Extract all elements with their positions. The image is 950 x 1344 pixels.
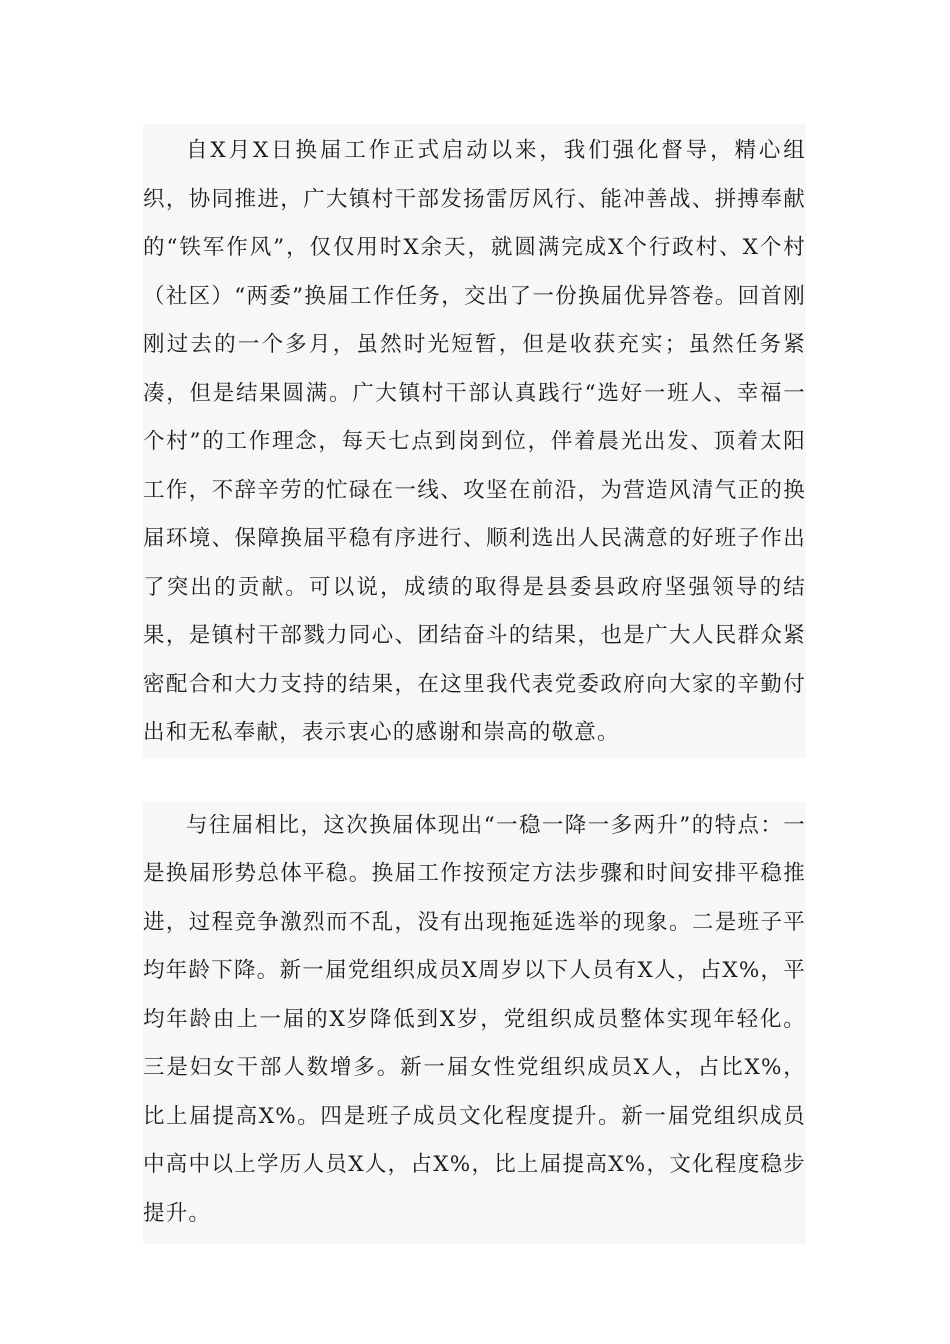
paragraph-spacer [0,758,950,802]
document-body [143,124,806,1244]
paragraph-2: 与往届相比，这次换届体现出“一稳一降一多两升”的特点：一是换届形势总体平稳。换届工作按预定方法步骤和时间安排平稳推进，过程竞争激烈而不乱，没有出现拖延选举的现象。二是班子平均年龄下降。新一届党组织成员X周岁以下人员有X人，占X%，平均年龄由上一届的X岁降低到X岁，党组织成员整体实现年轻化。三是妇女干部人数增多。新一届女性党组织成员X人，占比X%，比上届提高X%。四是班子成员文化程度提升。新一届党组织成员中高中以上学历人员X人，占X%，比上届提高X%，文化程度稳步提升。 [143,812,806,1226]
paragraph-1: 自X月X日换届工作正式启动以来，我们强化督导，精心组织，协同推进，广大镇村干部发扬雷厉风行、能冲善战、拼搏奉献的“铁军作风”，仅仅用时X余天，就圆满完成X个行政村、X个村（社区）“两委”换届工作任务，交出了一份换届优异答卷。回首刚刚过去的一个多月，虽然时光短暂，但是收获充实；虽然任务紧凑，但是结果圆满。广大镇村干部认真践行“选好一班人、幸福一个村”的工作理念，每天七点到岗到位，伴着晨光出发、顶着太阳工作，不辞辛劳的忙碌在一线、攻坚在前沿，为营造风清气正的换届环境、保障换届平稳有序进行、顺利选出人民满意的好班子作出了突出的贡献。可以说，成绩的取得是县委县政府坚强领导的结果，是镇村干部戮力同心、团结奋斗的结果，也是广大人民群众紧密配合和大力支持的结果，在这里我代表党委政府向大家的辛勤付出和无私奉献，表示衷心的感谢和崇高的敬意。 [143,138,806,745]
